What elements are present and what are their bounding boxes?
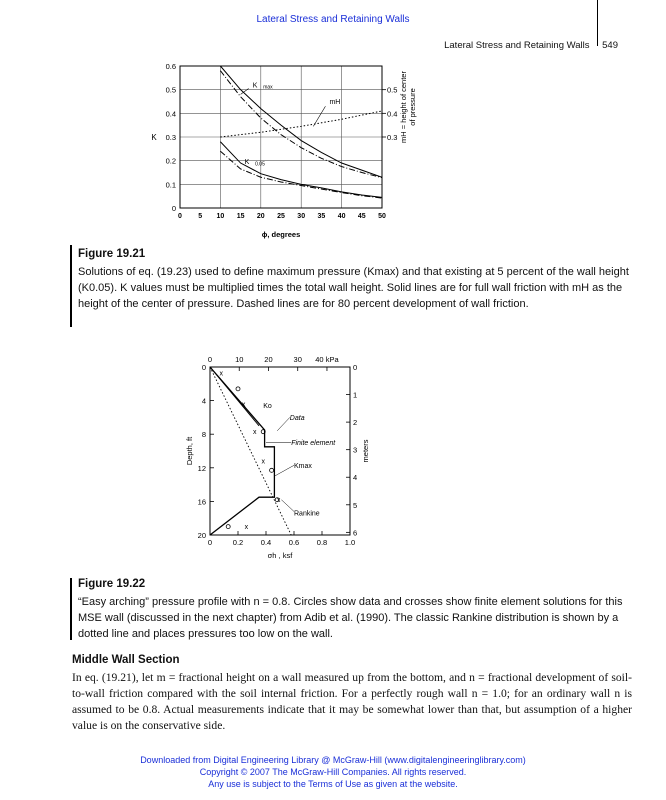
chart1-annotation-mh: mH [329, 98, 341, 106]
footer-line-1: Downloaded from Digital Engineering Library @ McGraw-Hill (www.digitalengineeringlibrary.com) [140, 755, 526, 765]
chart2-x-tick-label: 0 [207, 538, 213, 547]
chart1-x-tick-label: 20 [256, 213, 265, 220]
figure-19-21-label: Figure 19.21 [78, 248, 146, 260]
chart2-y-tick-label: 8 [201, 430, 206, 440]
chart1-grid [180, 66, 382, 208]
chart1-x-tick-label: 45 [357, 213, 366, 220]
chart1-y-tick-label: 0.2 [165, 156, 176, 166]
chart2-y2-tick-label: 2 [353, 418, 358, 428]
figure-rule [70, 578, 72, 640]
chart1-annotation-kmax-sub: max [263, 84, 273, 91]
chart2-series-line [210, 367, 291, 535]
chart2-y2-tick-label: 6 [353, 528, 358, 538]
page-number: 549 [602, 40, 618, 51]
chart2-fe-cross: x [261, 458, 265, 466]
chart1-leader-mh [313, 106, 325, 126]
chart-k-vs-phi [140, 60, 440, 245]
chart2-x2-tick-label: 30 [293, 355, 302, 364]
chart1-y-tick-label: 0.6 [165, 62, 176, 71]
figure-19-22-label: Figure 19.22 [78, 578, 146, 590]
chart1-y2-axis-label-line: mH = height of center [399, 71, 408, 143]
chart2-x-tick-label: 0.8 [316, 538, 328, 547]
chart1-y2-axis-label-line: of pressure [408, 88, 417, 126]
chart1-y2-tick-label: 0.5 [387, 85, 398, 95]
chart2-label-data: Data [289, 414, 305, 422]
chart2-y-tick-label: 16 [197, 497, 206, 507]
chart2-series-line [210, 367, 274, 535]
footer [0, 754, 666, 790]
chart2-leader-rankine [281, 500, 294, 512]
chart1-x-tick-label: 35 [317, 213, 326, 220]
figure-19-22-caption: “Easy arching” pressure profile with n = 0.8. Circles show data and crosses show finite element solutions for this MSE wall (discussed in the next chapter) from Adib et al. (1990). The classic Rankine distribution is shown by a dotted line and places pressures too low on the wall. [78, 596, 623, 640]
chart2-y2-tick-label: 3 [353, 445, 358, 455]
chart1-text [151, 62, 417, 239]
chart2-x-tick-label: 0.4 [260, 538, 272, 547]
chart1-x-axis-label: ϕ, degrees [261, 230, 301, 239]
chart2-y2-tick-label: 5 [353, 500, 358, 510]
chapter-title: Lateral Stress and Retaining Walls [444, 40, 590, 51]
chart2-series [210, 367, 294, 535]
chart1-x-tick-label: 10 [216, 213, 225, 220]
chart2-label-finite-element: Finite element [291, 440, 336, 448]
chart2-series-line [210, 367, 259, 426]
chart2-y-tick-label: 12 [197, 463, 206, 473]
chart2-fe-cross: x [253, 429, 257, 437]
page-header [444, 40, 618, 51]
chart1-y-tick-label: 0.5 [165, 85, 176, 95]
chart1-y-tick-label: 0 [171, 204, 176, 213]
chart2-leader-kmax [274, 465, 294, 476]
chart2-x2-tick-label: 20 [264, 355, 273, 364]
chart2-y2-axis-label: meters [361, 439, 370, 463]
chart2-y-axis-label: Depth, ft [185, 436, 194, 466]
chart2-x-axis-label: σh , ksf [267, 551, 293, 560]
chart1-x-tick-label: 30 [297, 213, 306, 220]
chart2-y2-tick-label: 0 [353, 363, 358, 372]
chart2-x2-tick-label: 40 kPa [315, 355, 339, 364]
chart2-label-kmax: Kmax [294, 462, 312, 470]
chart2-x-tick-label: 0.2 [232, 538, 244, 547]
running-title: Lateral Stress and Retaining Walls [256, 14, 410, 25]
chart2-x2-tick-label: 0 [207, 355, 213, 364]
section-title: Middle Wall Section [72, 654, 180, 666]
figure-rule [70, 245, 72, 327]
section-body: In eq. (19.21), let m = fractional height on a wall measured up from the bottom, and n = fractional development of soil-to-wall friction compared with the soil internal friction. For a perfectly rough wall n = 1.0; for an ordinary wall n is assumed to be 0.8. Actual measurements indicate that it may be somewhat lower than that, but assumption of a higher value is on the conservative side. [72, 671, 632, 732]
chart1-x-tick-label: 25 [277, 213, 285, 220]
chart1-annotation-k005-sub: 0.05 [255, 161, 265, 168]
chart2-fe-cross: x [219, 370, 223, 378]
chart2-y2-tick-label: 1 [353, 390, 358, 400]
chart-pressure-profile [180, 345, 400, 570]
chart1-x-tick-label: 5 [198, 213, 203, 220]
chart2-fe-cross: x [244, 524, 249, 532]
figure-19-21-caption: Solutions of eq. (19.23) used to define maximum pressure (Kmax) and that existing at 5 percent of the wall height (K0.05). K values must be multiplied times the total wall height. Solid lines are for full wall friction with mH as the height of the center of pressure. Dashed lines are for 80 percent development of wall friction. [78, 266, 629, 310]
chart1-y-tick-label: 0.1 [165, 180, 176, 190]
chart2-data-circle [236, 387, 240, 391]
footer-line-2: Copyright © 2007 The McGraw-Hill Companies. All rights reserved. [199, 767, 467, 777]
chart2-x-tick-label: 1.0 [344, 538, 356, 547]
chart2-label-rankine: Rankine [294, 510, 320, 518]
chart1-y-tick-label: 0.4 [165, 109, 176, 119]
chart1-x-tick-label: 40 [337, 213, 346, 220]
chart2-data-circle [270, 468, 274, 472]
chart1-y-tick-label: 0.3 [165, 133, 176, 142]
chart2-y-tick-label: 4 [201, 396, 206, 406]
chart1-x-tick-label: 50 [378, 213, 386, 220]
chart2-fe-cross: x [241, 401, 246, 409]
chart1-y2-tick-label: 0.3 [387, 133, 398, 142]
chart1-y2-axis-label [399, 71, 417, 143]
chart1-y2-tick-label: 0.4 [387, 109, 398, 119]
chart2-x-tick-label: 0.6 [288, 538, 300, 547]
chart2-y2-tick-label: 4 [353, 473, 358, 483]
chart1-annotation-kmax: K [252, 82, 258, 90]
footer-line-3: Any use is subject to the Terms of Use as given at the website. [208, 779, 458, 789]
chart2-y-tick-label: 20 [197, 531, 206, 540]
chart1-x-tick-label: 0 [178, 213, 182, 220]
chart1-annotation-k005: K [244, 159, 250, 167]
chart1-y-axis-label: K [151, 133, 157, 142]
chart2-y-tick-label: 0 [201, 363, 206, 372]
chart1-x-tick-label: 15 [236, 213, 245, 220]
chart2-x2-tick-label: 10 [235, 355, 244, 364]
chart2-fe-cross: x [276, 497, 281, 505]
chart2-data-circle [226, 525, 230, 529]
chart2-label-ko: Ko [263, 403, 272, 411]
chart2-text [185, 355, 370, 560]
chart2-leader-data [277, 417, 290, 430]
